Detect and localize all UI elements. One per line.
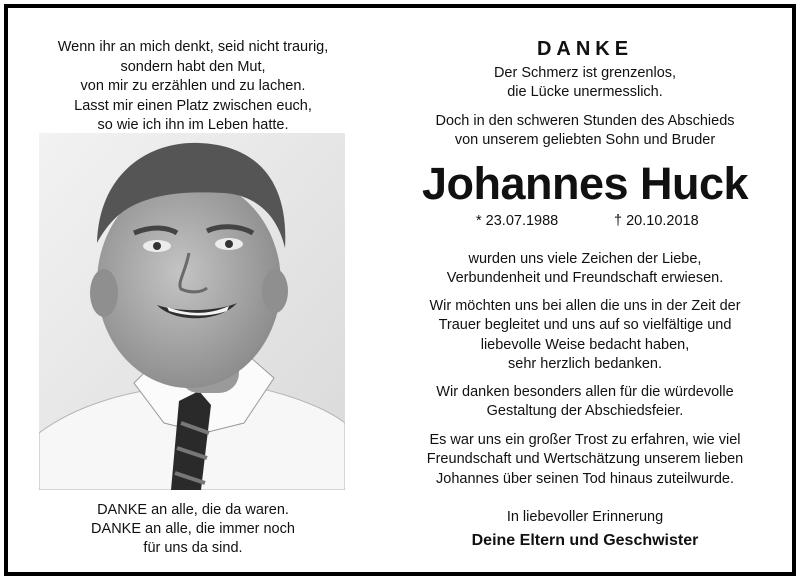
obituary-card [4,4,796,576]
birth-date: * 23.07.1988 [476,213,559,229]
text-line: Wir möchten uns bei allen die uns in der Zeit der [429,298,741,314]
danke-heading: DANKE [536,38,634,60]
poem-line: so wie ich ihn im Leben hatte. [97,117,289,133]
text-line: Trauer begleitet und uns auf so vielfältige und [438,317,732,334]
signature: Deine Eltern und Geschwister [471,532,699,549]
paragraph-love [378,250,792,289]
text-line: Gestaltung der Abschiedsfeier. [486,403,684,420]
text-line: von unserem geliebten Sohn und Bruder [454,132,716,149]
closing-phrase: In liebevoller Erinnerung [506,509,664,525]
text-line: Johannes über seinen Tod hinaus zuteilwurde. [436,470,734,487]
text-line: die Lücke unermesslich. [507,84,663,101]
paragraph-thanks [378,297,792,374]
thanks-line: DANKE an alle, die da waren. [97,502,289,518]
right-column [378,8,792,572]
lead-text [378,112,792,151]
poem-line: sondern habt den Mut, [120,58,266,75]
paragraph-ceremony [378,383,792,422]
poem-line: Lasst mir einen Platz zwischen euch, [74,97,312,114]
poem-line: Wenn ihr an mich denkt, seid nicht traurig, [57,39,329,55]
paragraph-comfort [378,431,792,489]
poem-line: von mir zu erzählen und zu lachen. [80,78,306,94]
text-line: sehr herzlich bedanken. [508,355,662,372]
text-line: Es war uns ein großer Trost zu erfahren, wie viel [429,432,741,448]
text-line: Der Schmerz ist grenzenlos, [493,65,677,81]
deceased-name: Johannes Huck [421,158,749,209]
left-column [8,8,378,572]
text-line: Wir danken besonders allen für die würdevolle [436,384,734,400]
death-date: † 20.10.2018 [614,213,699,229]
memorial-poem [18,38,368,136]
text-line: wurden uns viele Zeichen der Liebe, [468,251,702,267]
portrait-photo [39,133,345,490]
thanks-note [18,501,368,558]
text-line: liebevolle Weise bedacht haben, [480,336,690,353]
text-line: Verbundenheit und Freundschaft erwiesen. [446,270,724,287]
thanks-line: für uns da sind. [143,540,243,556]
text-line: Doch in den schweren Stunden des Abschieds [435,113,735,129]
text-line: Freundschaft und Wertschätzung unserem lieben [426,451,744,468]
thanks-line: DANKE an alle, die immer noch [91,521,295,537]
intro-text [378,64,792,103]
